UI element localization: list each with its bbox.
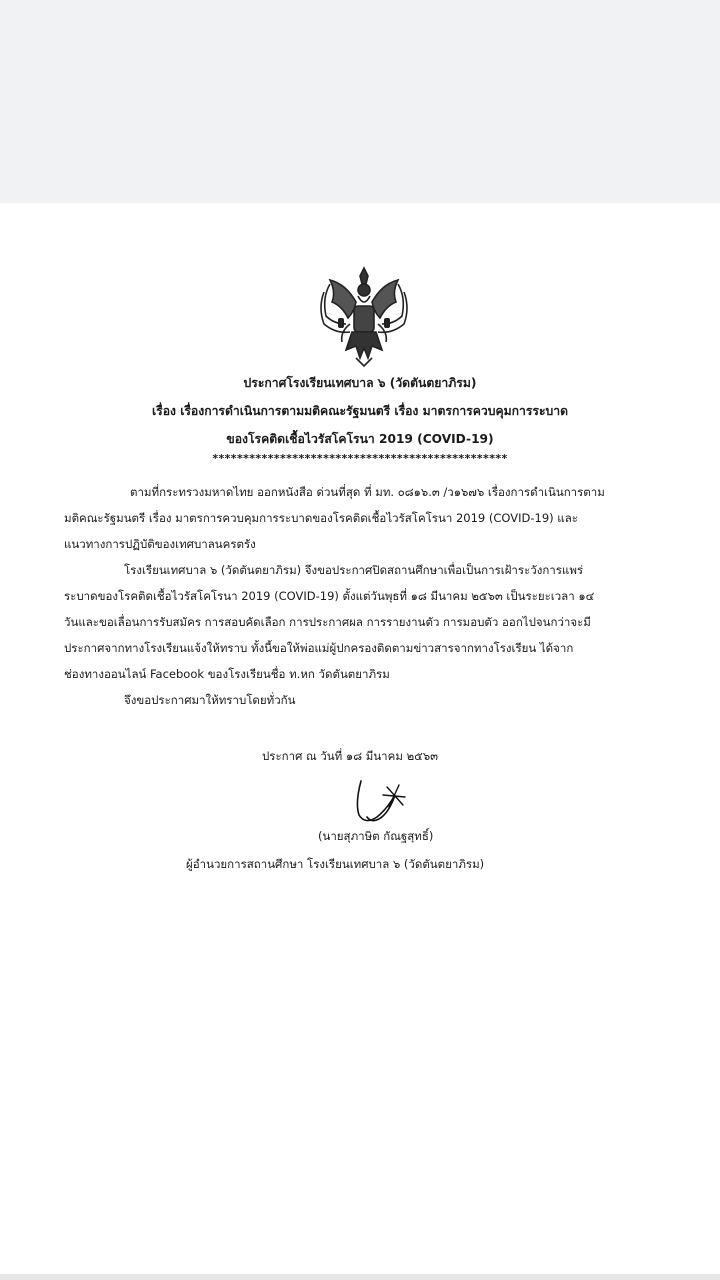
bottom-divider <box>0 1274 720 1280</box>
signer-name: (นายสุภาษิต กัณฐสุทธิ์) <box>318 829 434 843</box>
body-paragraph-2-line-5: ช่องทางออนไลน์ Facebook ของโรงเรียนชื่อ ท.หก วัดตันตยาภิรม <box>64 667 390 681</box>
body-paragraph-2-line-1: โรงเรียนเทศบาล ๖ (วัดตันตยาภิรม) จึงขอประกาศปิดสถานศึกษาเพื่อเป็นการเฝ้าระวังการแพร่ <box>124 563 584 577</box>
title-divider: ************************************************ <box>212 452 508 465</box>
body-paragraph-2-line-2: ระบาดของโรคติดเชื้อไวรัสโคโรนา 2019 (COVID-19) ตั้งแต่วันพุธที่ ๑๘ มีนาคม ๒๕๖๓ เป็นระยะเวลา ๑๔ <box>64 589 595 603</box>
document-title: ประกาศโรงเรียนเทศบาล ๖ (วัดตันตยาภิรม) <box>243 376 477 390</box>
body-paragraph-1-line-3: แนวทางการปฏิบัติของเทศบาลนครตรัง <box>64 537 256 551</box>
body-paragraph-2-line-3: วันและขอเลื่อนการรับสมัคร การสอบคัดเลือก การประกาศผล การรายงานตัว การมอบตัว ออกไปจนกว่าจะมี <box>64 615 591 629</box>
announcement-date: ประกาศ ณ วันที่ ๑๘ มีนาคม ๒๕๖๓ <box>262 749 439 763</box>
document-subject: เรื่อง เรื่องการดำเนินการตามมติคณะรัฐมนตรี เรื่อง มาตรการควบคุมการระบาด <box>151 404 569 418</box>
garuda-emblem-icon <box>316 262 412 370</box>
document-subject-continued: ของโรคติดเชื้อไวรัสโคโรนา 2019 (COVID-19) <box>226 432 494 446</box>
top-blank-area <box>0 0 720 203</box>
signature-image <box>343 773 413 829</box>
body-paragraph-2-line-4: ประกาศจากทางโรงเรียนแจ้งให้ทราบ ทั้งนี้ขอให้พ่อแม่ผู้ปกครองติดตามข่าวสารจากทางโรงเรียน ได้จาก <box>64 641 574 655</box>
body-paragraph-3: จึงขอประกาศมาให้ทราบโดยทั่วกัน <box>124 693 296 707</box>
signer-position: ผู้อำนวยการสถานศึกษา โรงเรียนเทศบาล ๖ (วัดตันตยาภิรม) <box>186 857 485 871</box>
body-paragraph-1-line-2: มติคณะรัฐมนตรี เรื่อง มาตรการควบคุมการระบาดของโรคติดเชื้อไวรัสโคโรนา 2019 (COVID-19) และ <box>64 511 578 525</box>
body-paragraph-1-line-1: ตามที่กระทรวงมหาดไทย ออกหนังสือ ด่วนที่สุด ที่ มท. ๐๘๑๖.๓ /ว๑๖๗๖ เรื่องการดำเนินการตาม <box>130 485 605 499</box>
